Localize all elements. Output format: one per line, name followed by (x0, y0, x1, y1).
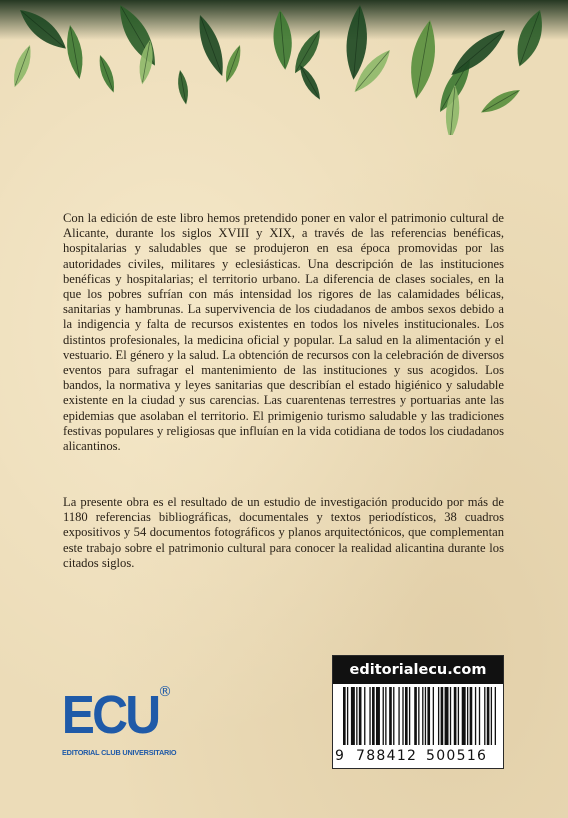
barcode-icon (343, 687, 496, 745)
barcode-bar (364, 687, 365, 745)
barcode-bar (372, 687, 375, 745)
logo-subtitle: EDITORIAL CLUB UNIVERSITARIO (62, 748, 177, 757)
barcode-bar (414, 687, 417, 745)
barcode-bar (422, 687, 423, 745)
barcode-bar (470, 687, 473, 745)
description-paragraph-2: La presente obra es el resultado de un estudio de investigación producido por más de 1180 referencias bibliográficas, documentales y textos periodísticos, 38 cuadros expositivos y 54 documentos fotográficos y planos arquitectónicos, que complementan este trabajo sobre el patrimonio cultural para conocer la realidad alicantina durante los citados siglos. (63, 495, 504, 570)
barcode-bar (376, 687, 380, 745)
barcode-bar (385, 687, 386, 745)
leaf-vein (483, 91, 519, 112)
logo-wordmark: ECU (61, 685, 159, 745)
barcode-bar (409, 687, 410, 745)
barcode-bar (484, 687, 485, 745)
barcode-bar (475, 687, 476, 745)
barcode-bar (425, 687, 426, 745)
description-paragraph-1: Con la edición de este libro hemos pretendido poner en valor el patrimonio cultural de Alicante, durante los siglos XVIII y XIX, a través de las referencias benéficas, hospitalarias y saludables que se produjeron en esa época promovidas por las autoridades civiles, militares y eclesiásticas. Una descripción de las instituciones benéficas y hospitalarias; el territorio urbano. La diferencia de clases sociales, en la que los pobres sufrían con más intensidad los rigores de las calamidades bélicas, sanitarias y hambrunas. La supervivencia de los ciudadanos de ambos sexos debido a la indigencia y falta de recursos existentes en todos los niveles institucionales. Los distintos profesionales, la medicina oficial y popular. La salud en la alimentación y el vestuario. El género y la salud. La obtención de recursos con la celebración de diversos eventos para sufragar el mantenimiento de las instituciones y sus acogidos. Los bandos, la normativa y leyes sanitarias que describían el estado higiénico y saludable existente en la ciudad y sus carencias. Las cuarentenas terrestres y portuarias ante las epidemias que asolaban el territorio. El primigenio turismo saludable y las tradiciones festivas populares y religiosas que influían en la vida cotidiana de todos los ciudadanos alicantinos. (63, 211, 504, 454)
barcode-bar (491, 687, 492, 745)
barcode-bar (398, 687, 399, 745)
barcode-bar (369, 687, 370, 745)
barcode-bar (347, 687, 348, 745)
barcode-bar (427, 687, 430, 745)
barcode-bar (495, 687, 496, 745)
barcode-bar (479, 687, 480, 745)
barcode-bar (438, 687, 439, 745)
barcode-bar (441, 687, 444, 745)
barcode-bar (454, 687, 457, 745)
isbn-barcode-block (333, 656, 503, 768)
barcode-bar (356, 687, 357, 745)
registered-mark: ® (158, 684, 172, 700)
barcode-bar (433, 687, 434, 745)
barcode-bar (450, 687, 451, 745)
isbn-first-digit: 9 (335, 748, 344, 764)
barcode-bar (351, 687, 355, 745)
isbn-group-1: 788412 (356, 748, 418, 764)
barcode-bar (359, 687, 362, 745)
leaf-vein (301, 67, 319, 98)
barcode-bar (467, 687, 468, 745)
barcode-bar (389, 687, 392, 745)
barcode-bar (487, 687, 490, 745)
barcode-bar (445, 687, 449, 745)
barcode-bar (458, 687, 459, 745)
publisher-logo (61, 684, 177, 768)
barcode-bar (462, 687, 466, 745)
barcode-bar (393, 687, 394, 745)
isbn-group-2: 500516 (426, 748, 488, 764)
barcode-bar (405, 687, 408, 745)
barcode-bar (343, 687, 346, 745)
website-label: editorialecu.com (333, 656, 503, 684)
barcode-bar (418, 687, 419, 745)
foliage-decoration (0, 0, 568, 135)
barcode-bar (383, 687, 384, 745)
isbn-number (335, 746, 501, 766)
barcode-bar (402, 687, 403, 745)
